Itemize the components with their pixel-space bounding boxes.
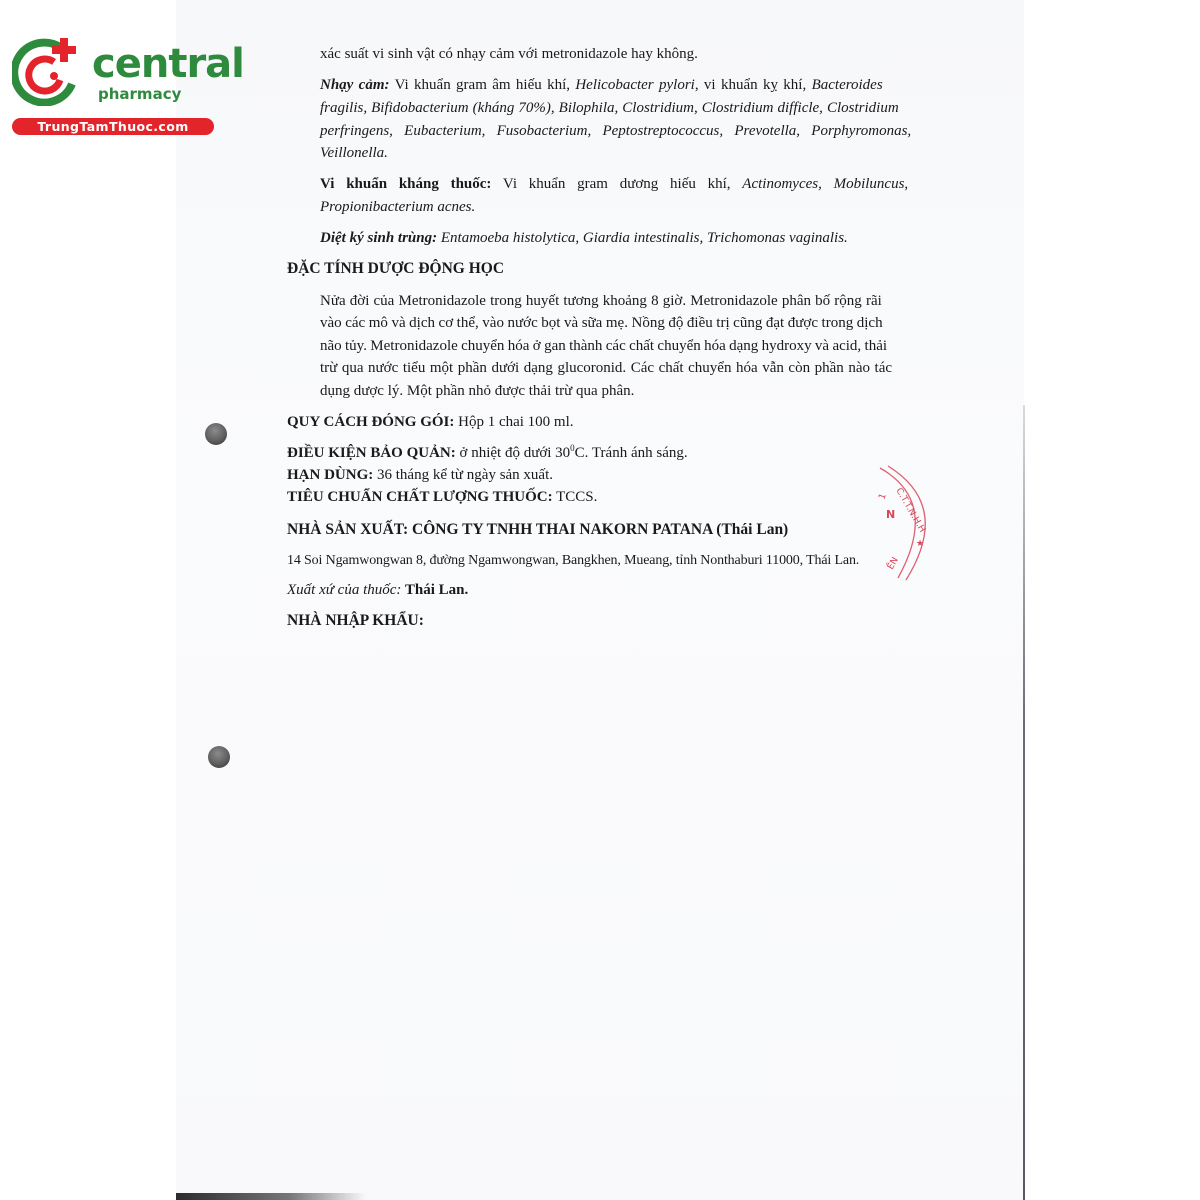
logo-name: central	[92, 41, 244, 87]
page-bottom-shadow	[176, 1193, 366, 1200]
packaging-label: QUY CÁCH ĐÓNG GÓI:	[287, 414, 455, 430]
shelf-life-line	[287, 464, 553, 487]
antiparasitic-line: Diệt ký sinh trùng: Entamoeba histolytica, Giardia intestinalis, Trichomonas vaginalis.	[320, 230, 848, 246]
storage-line: ĐIỀU KIỆN BẢO QUẢN: ở nhiệt độ dưới $30^0C$. Tránh ánh sáng.	[287, 443, 688, 461]
pharmacokinetics-heading: ĐẶC TÍNH DƯỢC ĐỘNG HỌC	[287, 260, 505, 277]
logo-subtitle: pharmacy	[98, 85, 182, 103]
page-edge	[1023, 405, 1025, 1200]
resistant-line-2: Propionibacterium acnes.	[320, 199, 476, 215]
shelf-life-label: HẠN DÙNG:	[287, 467, 374, 483]
origin-label: Xuất xứ của thuốc:	[287, 582, 402, 598]
resistant-line-1: Vi khuẩn kháng thuốc: Vi khuẩn gram dương hiếu khí, Actinomyces, Mobiluncus,	[320, 176, 909, 192]
svg-text:ÊN: ÊN	[885, 555, 901, 572]
pk-line-2: vào các mô và dịch cơ thể, vào nước bọt và sữa mẹ. Nồng độ điều trị cũng đạt được trong dịch	[320, 315, 883, 331]
company-stamp-icon	[862, 462, 952, 582]
shelf-life-value: 36 tháng kể từ ngày sản xuất.	[373, 467, 554, 483]
resistant-label: Vi khuẩn kháng thuốc:	[320, 176, 492, 192]
sensitive-line-1: Nhạy cảm: Vi khuẩn gram âm hiếu khí, Helicobacter pylori, vi khuẩn kỵ khí, Bacteroides	[320, 77, 883, 93]
sensitive-line-3: perfringens, Eubacterium, Fusobacterium, Peptostreptococcus, Prevotella, Porphyromonas,	[320, 123, 912, 139]
manufacturer-heading: NHÀ SẢN XUẤT: CÔNG TY TNHH THAI NAKORN PATANA (Thái Lan)	[287, 521, 789, 538]
pk-line-4: trừ qua nước tiểu một phần dưới dạng glucoronid. Các chất chuyển hóa vẫn còn phần nào tác	[320, 360, 893, 376]
quality-standard-line	[287, 486, 597, 509]
sensitive-line-4: Veillonella.	[320, 145, 388, 161]
quality-standard-value: TCCS.	[552, 489, 598, 505]
pharmacy-cross-logo-icon	[12, 36, 82, 106]
punch-hole	[208, 746, 230, 768]
importer-heading: NHÀ NHẬP KHẨU:	[287, 612, 424, 629]
packaging-line	[287, 411, 574, 434]
pk-line-3: não tủy. Metronidazole chuyển hóa ở gan thành các chất chuyển hóa dạng hydroxy và acid, thải	[320, 338, 888, 354]
svg-text:N: N	[886, 508, 896, 521]
manufacturer-address: 14 Soi Ngamwongwan 8, đường Ngamwongwan, Bangkhen, Mueang, tỉnh Nonthaburi 11000, Thái Lan.	[287, 553, 860, 568]
svg-text:★: ★	[916, 539, 925, 549]
antiparasitic-label: Diệt ký sinh trùng:	[320, 230, 438, 246]
svg-text:C.T.T.N.H.H: C.T.T.N.H.H	[893, 486, 927, 535]
punch-hole	[205, 423, 227, 445]
central-pharmacy-logo	[8, 36, 244, 136]
quality-standard-label: TIÊU CHUẨN CHẤT LƯỢNG THUỐC:	[287, 489, 553, 505]
sensitive-label: Nhạy cảm:	[320, 77, 390, 93]
pk-line-1: Nửa đời của Metronidazole trong huyết tương khoảng 8 giờ. Metronidazole phân bố rộng rãi	[320, 293, 882, 309]
origin-line	[287, 579, 468, 602]
packaging-value: Hộp 1 chai 100 ml.	[454, 414, 574, 430]
svg-text:1: 1	[877, 492, 889, 502]
storage-label: ĐIỀU KIỆN BẢO QUẢN:	[287, 445, 456, 461]
origin-value: Thái Lan.	[401, 582, 469, 598]
pk-line-5: dụng dược lý. Một phần nhỏ được thải trừ qua phân.	[320, 383, 635, 399]
logo-url-banner[interactable]: TrungTamThuoc.com	[12, 118, 214, 135]
intro-tail: xác suất vi sinh vật có nhạy cảm với metronidazole hay không.	[320, 46, 698, 62]
sensitive-line-2: fragilis, Bifidobacterium (kháng 70%), Bilophila, Clostridium, Clostridium difficle, Clostridium	[320, 100, 899, 116]
